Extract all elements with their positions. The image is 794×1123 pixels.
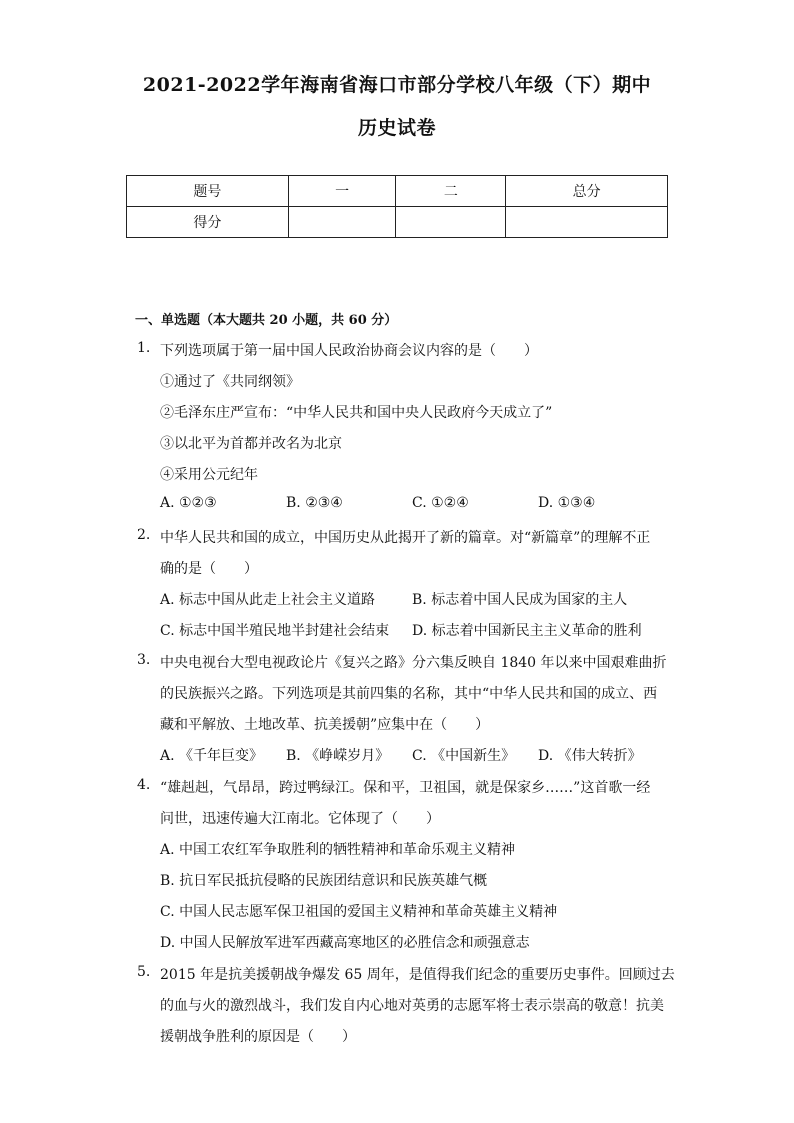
question-stem-line: 援朝战争胜利的原因是（ ） xyxy=(160,1029,356,1045)
score-header-cell: 总分 xyxy=(506,176,668,207)
answer-option-b[interactable]: B. 《峥嵘岁月》 xyxy=(286,748,390,764)
answer-option-c[interactable]: C. 《中国新生》 xyxy=(412,748,516,764)
answer-option-a[interactable]: A. ①②③ xyxy=(160,495,217,511)
question-stem-line: 的民族振兴之路。下列选项是其前四集的名称，其中“中华人民共和国的成立、西 xyxy=(160,686,658,702)
question-stem-line: ②毛泽东庄严宣布：“中华人民共和国中央人民政府今天成立了” xyxy=(160,405,553,421)
exam-title-line1: 2021-2022学年海南省海口市部分学校八年级（下）期中 xyxy=(142,74,652,96)
answer-option-c[interactable]: C. 标志中国半殖民地半封建社会结束 xyxy=(160,623,390,639)
question-number: 4. xyxy=(137,777,151,793)
exam-title-line2: 历史试卷 xyxy=(357,117,436,139)
question-stem-line: 的血与火的激烈战斗，我们发自内心地对英勇的志愿军将士表示崇高的敬意！抗美 xyxy=(160,998,664,1014)
answer-option-a[interactable]: A. 中国工农红军争取胜利的牺牲精神和革命乐观主义精神 xyxy=(160,842,516,858)
question-stem-line: 藏和平解放、土地改革、抗美援朝”应集中在（ ） xyxy=(160,717,490,733)
answer-option-d[interactable]: D. 《伟大转折》 xyxy=(538,748,642,764)
question-number: 2. xyxy=(137,527,151,543)
score-cell xyxy=(396,207,506,238)
answer-option-d[interactable]: D. ①③④ xyxy=(538,495,596,511)
question-number: 5. xyxy=(137,964,151,980)
answer-option-a[interactable]: A. 《千年巨变》 xyxy=(160,748,264,764)
score-table-score-row xyxy=(127,207,668,238)
answer-option-a[interactable]: A. 标志中国从此走上社会主义道路 xyxy=(160,592,376,608)
score-header-cell: 一 xyxy=(288,176,396,207)
score-header-cell: 二 xyxy=(396,176,506,207)
answer-option-d[interactable]: D. 标志着中国新民主主义革命的胜利 xyxy=(412,623,642,639)
answer-option-b[interactable]: B. ②③④ xyxy=(286,495,343,511)
question-stem-line: ③以北平为首都并改名为北京 xyxy=(160,436,342,452)
question-stem-line: 确的是（ ） xyxy=(160,561,258,577)
question-number: 3. xyxy=(137,652,151,668)
score-cell xyxy=(288,207,396,238)
question-stem-line: ①通过了《共同纲领》 xyxy=(160,374,300,390)
score-row-label: 得分 xyxy=(127,207,289,238)
question-stem-line: ④采用公元纪年 xyxy=(160,467,258,483)
answer-option-b[interactable]: B. 抗日军民抵抗侵略的民族团结意识和民族英雄气概 xyxy=(160,873,488,889)
question-stem-line: 2015 年是抗美援朝战争爆发 65 周年，是值得我们纪念的重要历史事件。回顾过去 xyxy=(160,967,675,983)
answer-option-c[interactable]: C. ①②④ xyxy=(412,495,469,511)
question-stem-line: “雄赳赳，气昂昂，跨过鸭绿江。保和平，卫祖国，就是保家乡……”这首歌一经 xyxy=(160,780,651,796)
score-cell xyxy=(506,207,668,238)
question-number: 1. xyxy=(137,340,151,356)
question-stem-line: 问世，迅速传遍大江南北。它体现了（ ） xyxy=(160,811,440,827)
score-header-cell: 题号 xyxy=(127,176,289,207)
answer-option-b[interactable]: B. 标志着中国人民成为国家的主人 xyxy=(412,592,628,608)
section-heading: 一、单选题（本大题共 20 小题，共 60 分） xyxy=(135,313,398,328)
answer-option-d[interactable]: D. 中国人民解放军进军西藏高寒地区的必胜信念和顽强意志 xyxy=(160,935,530,951)
question-stem-line: 中华人民共和国的成立，中国历史从此揭开了新的篇章。对“新篇章”的理解不正 xyxy=(160,530,651,546)
question-stem-line: 中央电视台大型电视政论片《复兴之路》分六集反映自 1840 年以来中国艰难曲折 xyxy=(160,655,667,671)
answer-option-c[interactable]: C. 中国人民志愿军保卫祖国的爱国主义精神和革命英雄主义精神 xyxy=(160,904,558,920)
score-table-header-row xyxy=(127,176,668,207)
score-table xyxy=(126,175,668,238)
question-stem-line: 下列选项属于第一届中国人民政治协商会议内容的是（ ） xyxy=(160,343,538,359)
